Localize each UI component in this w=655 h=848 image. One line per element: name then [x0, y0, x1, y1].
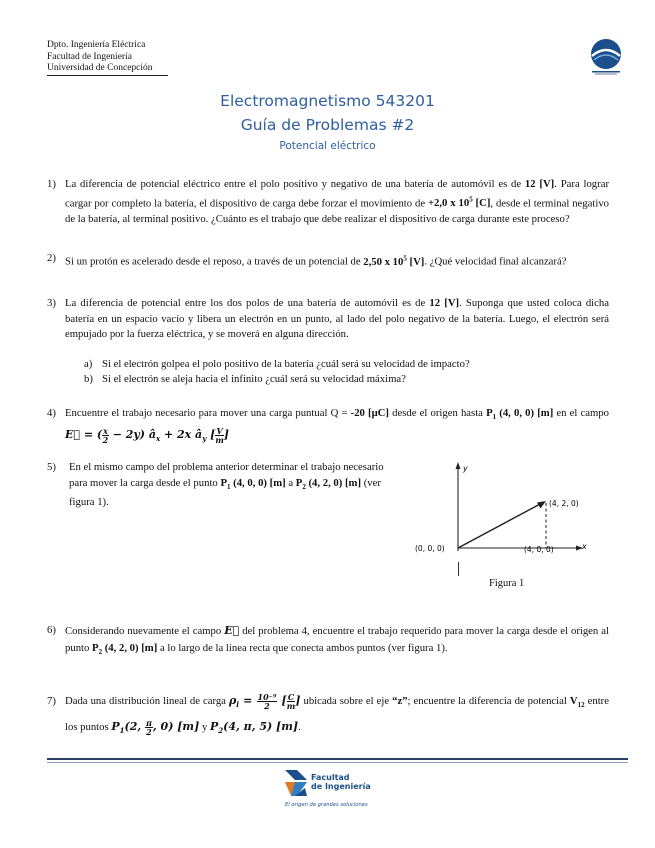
- figure-caption: Figura 1: [489, 578, 525, 589]
- problem-number: 4): [47, 407, 56, 419]
- footer-tagline: El origen de grandes soluciones: [285, 802, 368, 808]
- footer-line2: de Ingeniería: [311, 782, 371, 791]
- problem-text: Si un protón es acelerado desde el reposo, a través de un potencial de 2,50 x $10^5$ [V]. ¿Qué velocidad final alcanzará?: [65, 254, 567, 268]
- faculty-logo-icon: [285, 770, 307, 796]
- problem-number: 5): [47, 461, 56, 473]
- dept-name: Dpto. Ingeniería Eléctrica: [47, 40, 146, 50]
- problem-text: La diferencia de potencial entre los dos polos de una batería de automóvil es de 12 [V]. Suponga que usted coloca dicha batería en un espacio vacío y libera un electrón en un punto, al lado del polo negativo de la batería. Luego, el electrón será empujado por la fuerza eléctrica, y se moverá en alguna dirección.: [65, 297, 609, 340]
- problem-text: En el mismo campo del problema anterior determinar el trabajo necesario para mover la carga desde el punto $P_1$ (4, 0, 0) [m] a $P_2$ (4, 2, 0) [m] (ver figura 1).: [69, 461, 384, 509]
- problem-text: Considerando nuevamente el campo E⃗ del problema 4, encuentre el trabajo requerido para mover la carga desde el origen al punto $P_2$ (4, 2, 0) [m] a lo largo de la línea recta que conecta ambos puntos (ver figura 1).: [65, 624, 609, 657]
- figure-1: [412, 459, 602, 577]
- problem-number: 6): [47, 624, 56, 636]
- problem-text: La diferencia de potencial eléctrico entre el polo positivo y negativo de una batería de automóvil es de 12 [V]. Para lograr cargar por completo la batería, el dispositivo de carga debe forzar el movimiento de +2,0 x $10^5$ [C], desde el terminal negativo de la batería, al terminal positivo. ¿Cuánto es el trabajo que debe realizar el dispositivo de carga durante este proceso?: [65, 178, 610, 225]
- path-vector: [458, 503, 542, 548]
- y-axis-label: y: [463, 464, 468, 473]
- problem-5: [47, 460, 399, 511]
- problem-2: [47, 251, 609, 270]
- problem-4: [47, 405, 609, 447]
- course-title: Electromagnetismo 543201: [220, 92, 435, 110]
- footer-rule: [47, 758, 628, 760]
- problem-number: 7): [47, 695, 56, 707]
- faculty-name: Facultad de Ingeniería: [47, 51, 132, 62]
- origin-label: (0, 0, 0): [415, 544, 445, 553]
- footer-line1: Facultad: [311, 773, 350, 782]
- problem-6: [47, 622, 609, 661]
- problem-3a: a) Si el electrón golpea el polo positivo de la batería ¿cuál será su velocidad de impacto?: [84, 358, 470, 370]
- problem-number: 2): [47, 252, 56, 264]
- vector-arrow-icon: [537, 501, 546, 509]
- problem-number: 1): [47, 178, 56, 190]
- problem-7: [47, 690, 609, 742]
- figure-tick: [458, 562, 459, 576]
- problem-number: 3): [47, 297, 56, 309]
- y-axis-arrow-icon: [456, 462, 461, 469]
- x-axis-label: x: [582, 542, 587, 551]
- p2-label: (4, 2, 0): [549, 499, 579, 508]
- field-equation: E⃗ = ( $\frac{x}{2}$ − 2y) $â_x + 2x$ $â_y$ [ $\frac{V}{m}$ ]: [65, 425, 229, 445]
- header-underline: [47, 75, 168, 76]
- problem-1: [47, 177, 609, 227]
- problem-3: [47, 296, 609, 343]
- guide-title: Guía de Problemas #2: [240, 116, 415, 134]
- charge-density: $\rho_l$ = $\frac{\text{10⁻⁹}}{2}$ [ $\frac{C}{m}$ ]: [228, 691, 301, 711]
- problem-3b: b) Si el electrón se aleja hacia el infinito ¿cuál será su velocidad máxima?: [84, 373, 406, 385]
- die-logo-icon: [586, 36, 626, 76]
- faculty-logo: [283, 766, 375, 810]
- p1-label: (4, 0, 0): [524, 545, 554, 554]
- department-header: [47, 40, 153, 75]
- footer-rule-thin: [47, 762, 628, 763]
- problem-text: Encuentre el trabajo necesario para mover una carga puntual Q = -20 [μC] desde el origen hasta $P_1$ (4, 0, 0) [m] en el campo E⃗ = ( $\frac{x}{2}$ − 2y) $â_x + 2x$ $â_y$ [ $\frac{V}{m}$ ]: [65, 407, 610, 445]
- topic-subtitle: Potencial eléctrico: [279, 140, 376, 152]
- problem-text: Dada una distribución lineal de carga $\rho_l$ = $\frac{\text{10⁻⁹}}{2}$ [ $\frac{C}{m}$ ] ubicada sobre el eje “z”; encuentre la diferencia de potencial $V_{12}$ entre los puntos $P_1(2$, $\frac{\pi}{2}$ , 0) [m] y $P_2(4$, π, 5) [m].: [65, 691, 609, 737]
- university-name: Universidad de Concepción: [47, 63, 153, 73]
